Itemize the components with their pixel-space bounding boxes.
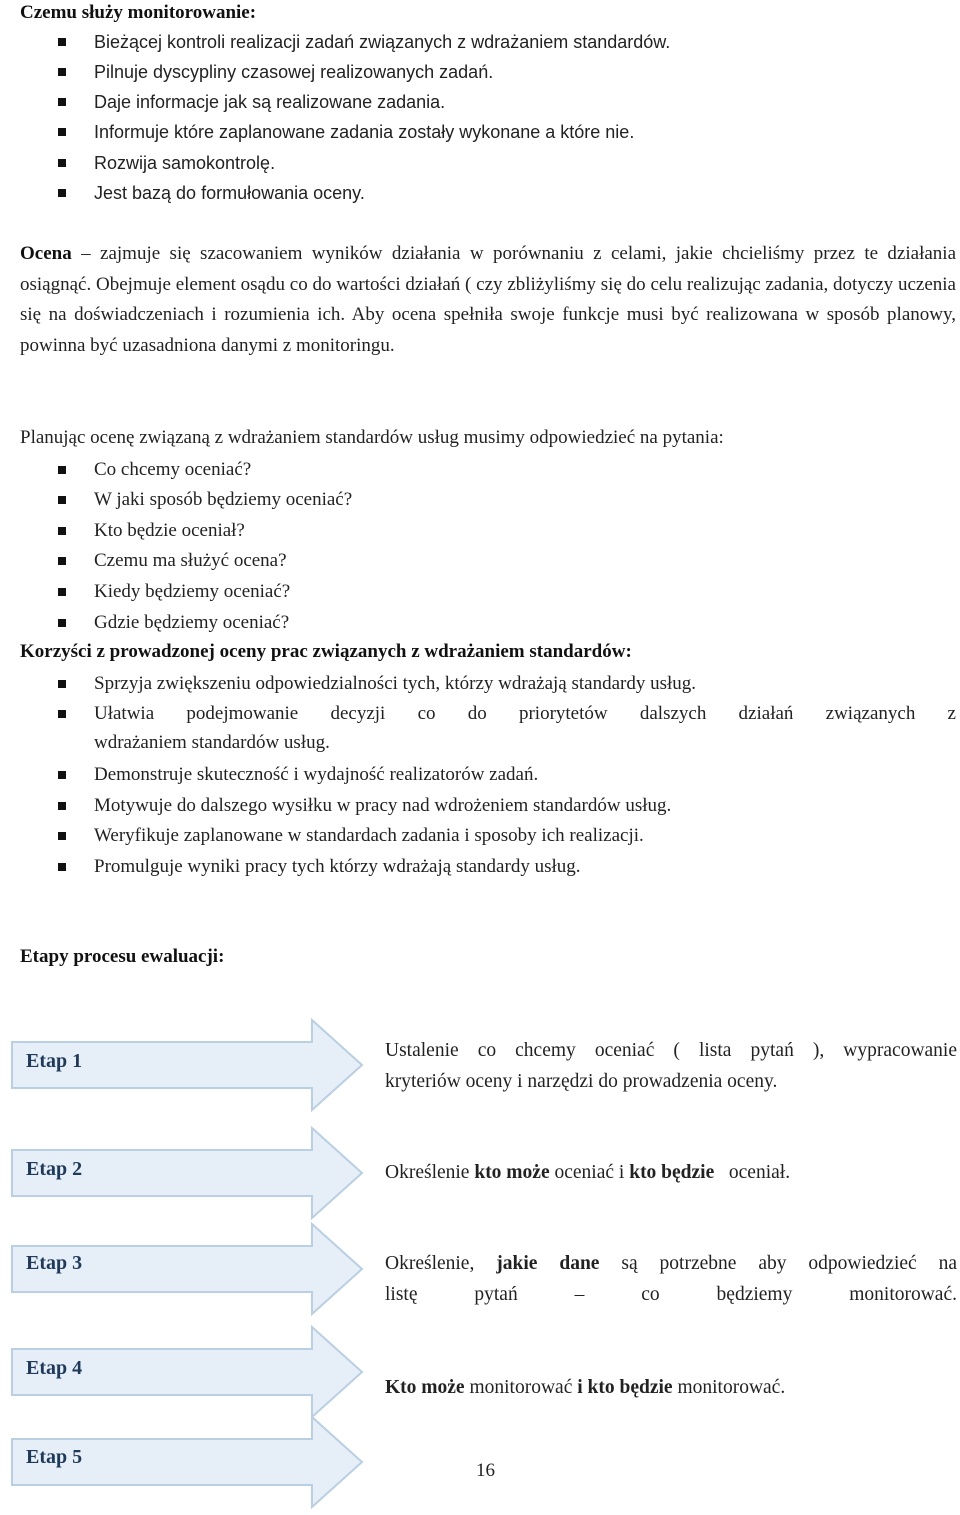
list-item: Jest bazą do formułowania oceny.	[94, 183, 365, 203]
ocena-text: – zajmuje się szacowaniem wyników działania w porównaniu z celami, jakie chcieliśmy przez te działania osiągnąć. Obejmuje element osądu co do wartości działań ( czy zbliżyliśmy się do celu realizując zadania, dotyczy uczenia się na doświadczeniach i rozumienia ich. Aby ocena spełniła swoje funkcje musi być realizowana w sposób planowy, powinna być uzasadniona danymi z monitoringu.	[20, 243, 956, 356]
etap-1-label: Etap 1	[26, 1050, 83, 1072]
etap-4-t1: monitorować	[464, 1377, 578, 1398]
ocena-term: Ocena	[20, 243, 72, 264]
list-item: Rozwija samokontrolę.	[94, 153, 276, 173]
etap-3-t1: Określenie,	[385, 1253, 497, 1274]
list-item: Promulguje wyniki pracy tych którzy wdrażają standardy usług.	[94, 856, 581, 877]
etap-2-label: Etap 2	[26, 1158, 83, 1180]
list-item: Demonstruje skuteczność i wydajność realizatorów zadań.	[94, 764, 539, 785]
etap-1-text	[385, 1036, 957, 1097]
etap-4-text	[385, 1373, 957, 1404]
etap-3-b1: jakie dane	[496, 1253, 600, 1274]
list-item: Informuje które zaplanowane zadania zostały wykonane a które nie.	[94, 122, 635, 142]
etap-3-label: Etap 3	[26, 1252, 83, 1274]
etap-3-line-1	[385, 1249, 957, 1280]
etap-2-t2: oceniać i	[549, 1162, 630, 1183]
etap-2-b1: kto może	[474, 1162, 550, 1183]
list-item: Daje informacje jak są realizowane zadania.	[94, 92, 446, 112]
etap-2-t3: oceniał.	[714, 1162, 791, 1183]
etap-4-b2: i kto będzie	[577, 1377, 673, 1398]
benefits-heading: Korzyści z prowadzonej oceny prac związanych z wdrażaniem standardów:	[20, 641, 632, 662]
list-item: Czemu ma służyć ocena?	[94, 550, 287, 571]
list-item: W jaki sposób będziemy oceniać?	[94, 489, 353, 510]
etap-2-text	[385, 1158, 957, 1189]
list-item-continuation: wdrażaniem standardów usług.	[94, 732, 330, 753]
list-item: Co chcemy oceniać?	[94, 459, 252, 480]
etap-4-t2: monitorować.	[672, 1377, 786, 1398]
list-item: Kto będzie oceniał?	[94, 520, 245, 541]
etap-1-line-2: kryteriów oceny i narzędzi do prowadzenia oceny.	[385, 1070, 778, 1092]
etap-4-b1: Kto może	[385, 1377, 465, 1398]
stages-heading: Etapy procesu ewaluacji:	[20, 946, 225, 967]
etap-3-t2: są potrzebne aby odpowiedzieć na	[599, 1253, 958, 1274]
monitoring-heading: Czemu służy monitorowanie:	[20, 2, 257, 23]
etap-3-line-2: listę pytań – co będziemy monitorować.	[385, 1283, 957, 1305]
list-item: Pilnuje dyscypliny czasowej realizowanych zadań.	[94, 62, 494, 82]
page-number: 16	[476, 1460, 495, 1481]
list-item: Bieżącej kontroli realizacji zadań związanych z wdrażaniem standardów.	[94, 32, 671, 52]
list-item: Sprzyja zwiększeniu odpowiedzialności tych, którzy wdrażają standardy usług.	[94, 673, 697, 694]
list-item: Kiedy będziemy oceniać?	[94, 581, 291, 602]
etap-2-b2: kto będzie	[629, 1162, 715, 1183]
etap-2-t1: Określenie	[385, 1162, 475, 1183]
ocena-paragraph	[20, 239, 956, 361]
list-item: Motywuje do dalszego wysiłku w pracy nad wdrożeniem standardów usług.	[94, 795, 672, 816]
planning-intro: Planując ocenę związaną z wdrażaniem standardów usług musimy odpowiedzieć na pytania:	[20, 427, 724, 448]
list-item: Weryfikuje zaplanowane w standardach zadania i sposoby ich realizacji.	[94, 825, 644, 846]
list-item: Gdzie będziemy oceniać?	[94, 612, 290, 633]
etap-4-label: Etap 4	[26, 1357, 83, 1379]
etap-1-line-1: Ustalenie co chcemy oceniać ( lista pytań ), wypracowanie	[385, 1040, 957, 1061]
etap-5-label: Etap 5	[26, 1446, 83, 1468]
etap-3-text	[385, 1249, 957, 1310]
list-item: Ułatwia podejmowanie decyzji co do priorytetów dalszych działań związanych z	[94, 703, 956, 724]
